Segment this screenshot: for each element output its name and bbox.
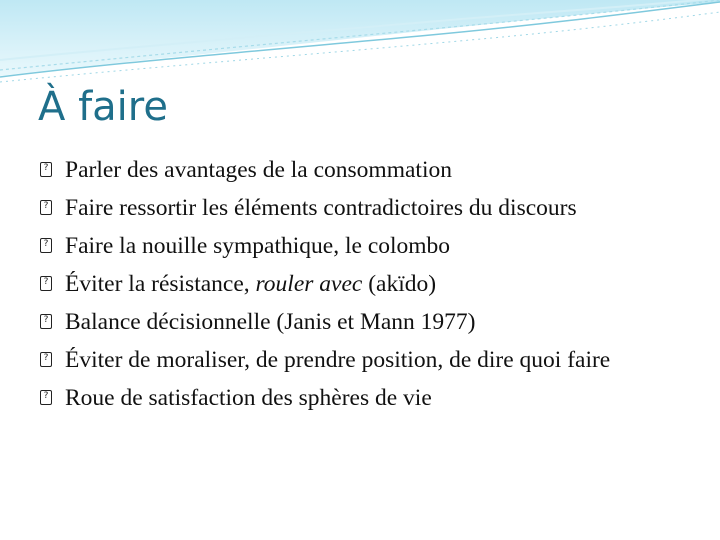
bullet-list xyxy=(40,156,680,422)
bullet-text: Balance décisionnelle (Janis et Mann 1977) xyxy=(65,309,476,335)
bullet-marker-icon: ? xyxy=(40,238,52,253)
header-wave-decoration xyxy=(0,0,720,90)
slide-title: À faire xyxy=(38,84,168,130)
bullet-item xyxy=(40,346,680,374)
bullet-item xyxy=(40,384,680,412)
bullet-marker-icon: ? xyxy=(40,390,52,405)
bullet-text-italic: rouler avec xyxy=(255,271,363,297)
bullet-text-before: Éviter la résistance, xyxy=(65,271,256,297)
bullet-marker-icon: ? xyxy=(40,352,52,367)
bullet-text: Parler des avantages de la consommation xyxy=(65,157,452,183)
bullet-text-after: (akïdo) xyxy=(362,271,437,297)
bullet-item xyxy=(40,270,680,298)
bullet-text: Faire la nouille sympathique, le colombo xyxy=(65,233,451,259)
bullet-item xyxy=(40,308,680,336)
bullet-item xyxy=(40,194,680,222)
bullet-text: Faire ressortir les éléments contradictoires du discours xyxy=(65,195,577,221)
bullet-marker-icon: ? xyxy=(40,162,52,177)
bullet-text: Roue de satisfaction des sphères de vie xyxy=(65,385,432,411)
bullet-item xyxy=(40,156,680,184)
bullet-text: Éviter de moraliser, de prendre position, de dire quoi faire xyxy=(65,347,611,373)
bullet-marker-icon: ? xyxy=(40,314,52,329)
bullet-marker-icon: ? xyxy=(40,276,52,291)
bullet-item xyxy=(40,232,680,260)
bullet-marker-icon: ? xyxy=(40,200,52,215)
